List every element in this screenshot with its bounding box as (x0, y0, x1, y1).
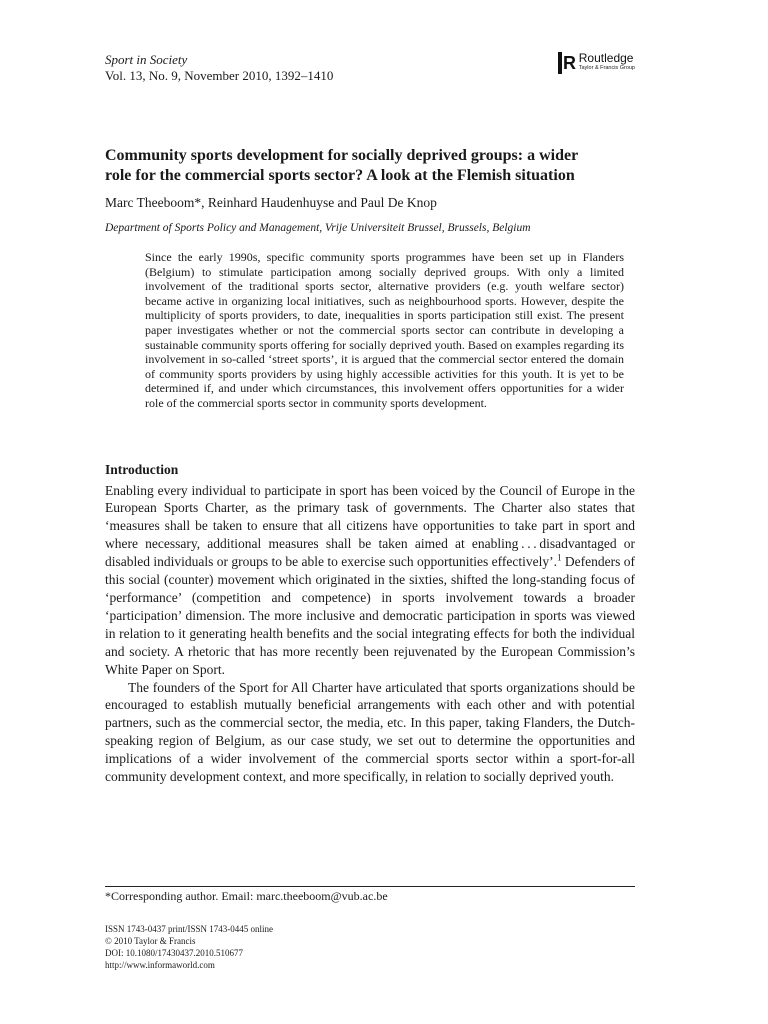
publisher-url-link[interactable]: http://www.informaworld.com (105, 960, 215, 970)
footnote-reference[interactable]: 1 (557, 552, 562, 563)
article-authors: Marc Theeboom*, Reinhard Haudenhuyse and Paul De Knop (105, 195, 437, 210)
issn-line: ISSN 1743-0437 print/ISSN 1743-0445 online (105, 924, 274, 934)
paragraph-text: Enabling every individual to participate in sport has been voiced by the Council of Europe in the European Sports Charter, as the primary task of governments. The Charter also states that ‘measures shall be taken to ensure that all citizens have opportunities to take part in sport and where necessary, additional measures shall be taken aimed at enabling . . . disadvantaged or disabled individuals or groups to be able to exercise such opportunities effectively’. (105, 482, 635, 570)
section-heading-introduction: Introduction (105, 461, 179, 477)
routledge-logo-icon (558, 52, 576, 74)
journal-name: Sport in Society (105, 52, 188, 67)
paragraph-text-continued: Defenders of this social (counter) movement which originated in the sixties, shifted the long-standing focus of ‘performance’ (competition and competence) in sports involvement towards a broader ‘participation’ dimension. The more inclusive and democratic participation in sports was viewed in relation to it generating health benefits and the social integrating effects for both the individual and society. A rhetoric that has more recently been rejuvenated by the European Commission’s White Paper on Sport. (105, 554, 635, 677)
corresponding-author-footnote: *Corresponding author. Email: marc.theeboom@vub.ac.be (105, 889, 388, 903)
introduction-paragraph-2: The founders of the Sport for All Charter have articulated that sports organizations should be encouraged to establish mutually beneficial arrangements with each other and with potential partners, such as the commercial sector, the media, etc. In this paper, taking Flanders, the Dutch-speaking region of Belgium, as our case study, we set out to determine the opportunities and implications of a wider involvement of the commercial sports sector within a sport-for-all community development context, and more specifically, in relation to socially deprived youth. (105, 679, 635, 785)
footnote-divider (105, 886, 635, 887)
abstract: Since the early 1990s, specific community sports programmes have been set up in Flanders (Belgium) to stimulate participation among socially deprived groups. With only a limited involvement of the traditional sports sector, alternative providers (e.g. youth welfare sector) became active in organizing local initiatives, such as neighbourhood sports. However, despite the multiplicity of sports providers, to date, inequalities in sports participation still exist. The present paper investigates whether or not the commercial sports sector can contribute in developing a sustainable community sports offering for socially deprived youth. Based on examples regarding its involvement in so-called ‘street sports’, it is argued that the commercial sector entered the domain of community sports providers by using highly accessible activities for this youth. It is yet to be determined if, and under which circumstances, this involvement offers opportunities for a wider role of the commercial sports sector in community sports development. (145, 250, 624, 410)
journal-volume-line: Vol. 13, No. 9, November 2010, 1392–1410 (105, 68, 334, 83)
author-affiliation: Department of Sports Policy and Management, Vrije Universiteit Brussel, Brussels, Belgium (105, 222, 531, 234)
introduction-paragraph-1 (105, 482, 635, 679)
article-title-line-2: role for the commercial sports sector? A look at the Flemish situation (105, 167, 575, 184)
publisher-name: Routledge (578, 51, 634, 65)
journal-header (105, 52, 635, 92)
doi-line: DOI: 10.1080/17430437.2010.510677 (105, 948, 243, 958)
article-page (105, 52, 635, 786)
publisher-logo (558, 52, 635, 74)
article-title-line-1: Community sports development for socially deprived groups: a wider (105, 147, 579, 164)
routledge-r-mark (558, 52, 576, 74)
publisher-text (579, 52, 635, 72)
publisher-group: Taylor & Francis Group (578, 65, 635, 71)
copyright-line: © 2010 Taylor & Francis (105, 936, 196, 946)
logo-letter: R (562, 53, 576, 73)
article-title (105, 146, 635, 186)
publication-info (105, 923, 273, 971)
